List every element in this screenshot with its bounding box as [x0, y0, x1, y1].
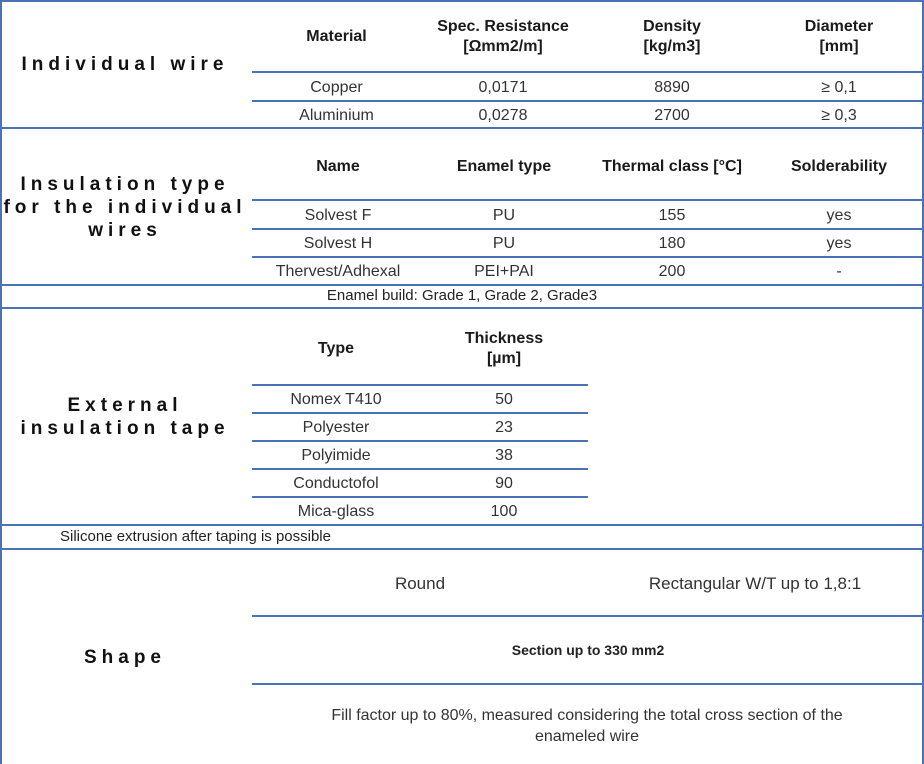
cell-enamel-type: PU	[492, 207, 516, 224]
row-divider	[252, 384, 588, 386]
cell-diameter: ≥ 0,3	[821, 107, 857, 124]
shape-section: Section up to 330 mm2	[511, 642, 665, 658]
header-thickness: Thickness [µm]	[464, 330, 544, 367]
cell-thickness: 50	[495, 391, 513, 408]
cell-thermal-class: 180	[658, 235, 686, 252]
cell-resistance: 0,0171	[478, 79, 528, 96]
cell-enamel-type: PEI+PAI	[474, 263, 534, 280]
cell-material: Copper	[310, 79, 363, 96]
insulation-type-title: Insulation type for the individual wires	[3, 173, 247, 241]
header-solderability: Solderability	[790, 158, 888, 175]
cell-name: Solvest F	[304, 207, 372, 224]
shape-round: Round	[394, 574, 446, 593]
external-tape-title: External insulation tape	[20, 395, 230, 439]
row-divider	[252, 468, 588, 470]
cell-solderability: yes	[826, 235, 852, 252]
cell-diameter: ≥ 0,1	[821, 79, 857, 96]
cell-name: Thervest/Adhexal	[275, 263, 401, 280]
cell-resistance: 0,0278	[478, 107, 528, 124]
row-divider	[252, 496, 588, 498]
row-divider	[252, 100, 924, 102]
row-divider	[252, 199, 924, 201]
row-divider	[252, 615, 924, 617]
header-thermal-class: Thermal class [°C]	[602, 158, 742, 175]
cell-type: Mica-glass	[297, 503, 375, 520]
shape-fill-factor: Fill factor up to 80%, measured considering the total cross section of the enameled wire	[331, 707, 843, 745]
silicone-note: Silicone extrusion after taping is possible	[60, 528, 331, 545]
section-divider	[0, 524, 924, 526]
cell-thickness: 90	[495, 475, 513, 492]
cell-type: Polyimide	[301, 447, 371, 464]
row-divider	[252, 683, 924, 685]
cell-thermal-class: 155	[658, 207, 686, 224]
row-divider	[252, 440, 588, 442]
cell-enamel-type: PU	[492, 235, 516, 252]
cell-thickness: 23	[495, 419, 513, 436]
cell-type: Polyester	[302, 419, 370, 436]
enamel-build-note: Enamel build: Grade 1, Grade 2, Grade3	[326, 287, 598, 304]
cell-material: Aluminium	[299, 107, 374, 124]
cell-thickness: 38	[495, 447, 513, 464]
cell-name: Solvest H	[303, 235, 373, 252]
row-divider	[252, 71, 924, 73]
header-name: Name	[316, 158, 360, 175]
row-divider	[252, 256, 924, 258]
cell-density: 8890	[654, 79, 690, 96]
cell-density: 2700	[654, 107, 690, 124]
row-divider	[252, 228, 924, 230]
cell-solderability: -	[836, 263, 842, 280]
header-density: Density [kg/m3]	[643, 18, 701, 55]
header-enamel-type: Enamel type	[456, 158, 552, 175]
cell-thermal-class: 200	[658, 263, 686, 280]
shape-rectangular: Rectangular W/T up to 1,8:1	[648, 574, 862, 593]
row-divider	[252, 412, 588, 414]
header-material: Material	[306, 28, 367, 45]
cell-thickness: 100	[490, 503, 518, 520]
individual-wire-title: Individual wire	[21, 53, 229, 75]
header-diameter: Diameter [mm]	[804, 18, 874, 55]
shape-title: Shape	[83, 646, 167, 668]
header-type: Type	[317, 340, 355, 357]
cell-type: Conductofol	[293, 475, 379, 492]
cell-type: Nomex T410	[290, 391, 382, 408]
header-spec-resistance: Spec. Resistance [Ωmm2/m]	[437, 18, 569, 55]
cell-solderability: yes	[826, 207, 852, 224]
